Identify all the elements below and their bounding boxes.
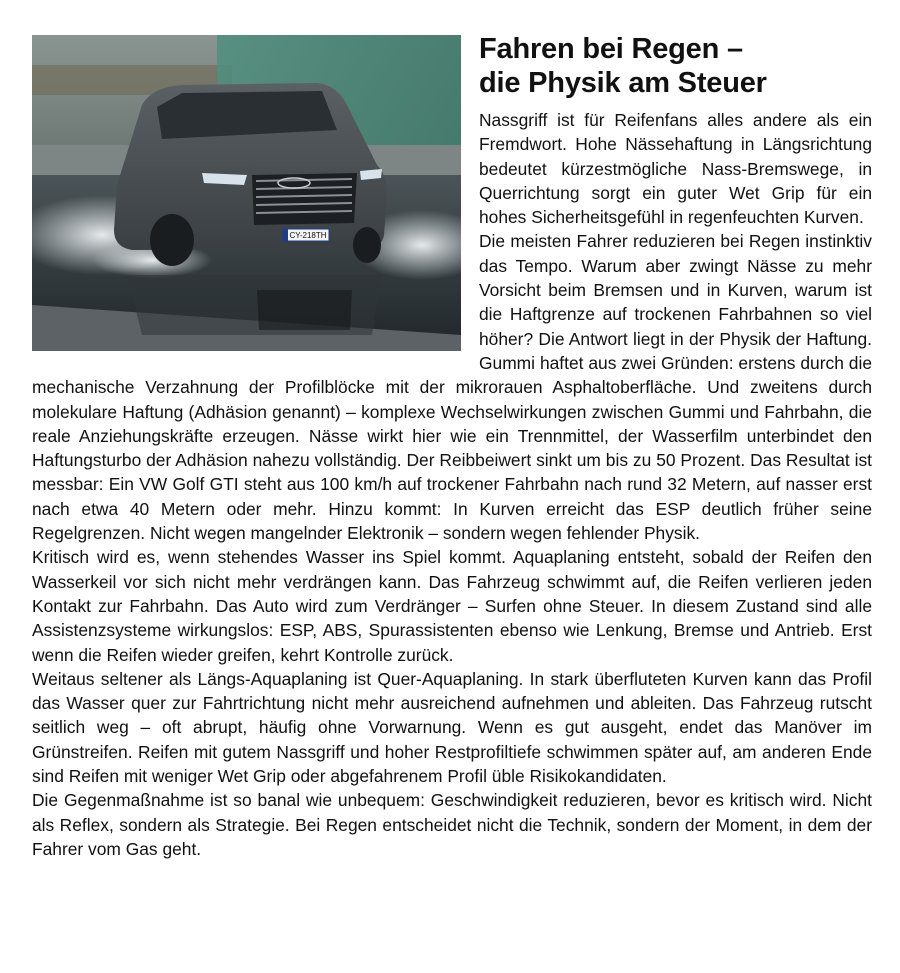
article-photo (32, 35, 461, 351)
article-title-line-1: Fahren bei Regen – (479, 33, 743, 65)
article (32, 32, 872, 861)
article-paragraph-2: Die meisten Fahrer reduzieren bei Regen instinktiv das Tempo. Warum aber zwingt Nässe zu mehr Vorsicht beim Bremsen und in Kurven, warum ist die Haftgrenze auf trockenen Fahrbahnen so viel höher? Die Antwort liegt in der Physik der Haftung. Gummi haftet aus zwei Gründen: erstens durch die mechanische Verzahnung der Profilblöcke mit der mikrorauen Asphaltoberfläche. Und zweitens durch molekulare Haftung (Adhäsion genannt) – komplexe Wechselwirkungen zwischen Gummi und Fahrbahn, die reale Anziehungskräfte erzeugen. Nässe wirkt hier wie ein Trennmittel, der Wasserfilm unterbindet den Haftungsturbo der Adhäsion nahezu vollständig. Der Reibbeiwert sinkt um bis zu 50 Prozent. Das Resultat ist messbar: Ein VW Golf GTI steht aus 100 km/h auf trockener Fahrbahn nach rund 32 Metern, auf nasser erst nach etwa 40 Metern oder mehr. Hinzu kommt: In Kurven erreicht das ESP deutlich früher seine Regelgrenzen. Nicht wegen mangelnder Elektronik – sondern wegen fehlender Physik. (32, 231, 872, 544)
article-paragraph-1: Nassgriff ist für Reifenfans alles andere als ein Fremdwort. Hohe Nässehaftung in Längsrichtung bedeutet kürzestmögliche Nass-Bremswege, in Querrichtung sorgt ein guter Wet Grip für ein hohes Sicherheitsgefühl in regenfeuchten Kurven. (479, 110, 872, 228)
article-paragraph-4: Weitaus seltener als Längs-Aquaplaning ist Quer-Aquaplaning. In stark überfluteten Kurven kann das Profil das Wasser quer zur Fahrtrichtung nicht mehr ausreichend aufnehmen und ableiten. Das Fahrzeug rutscht seitlich weg – oft abrupt, häufig ohne Vorwarnung. Wenn es gut ausgeht, endet das Manöver im Grünstreifen. Reifen mit gutem Nassgriff und hoher Restprofiltiefe schwimmen später auf, am anderen Ende sind Reifen mit weniger Wet Grip oder abgefahrenem Profil üble Risikokandidaten. (32, 668, 872, 787)
suv-splash-image (32, 35, 461, 351)
article-paragraph-5: Die Gegenmaßnahme ist so banal wie unbequem: Geschwindigkeit reduzieren, bevor es kritisch wird. Nicht als Reflex, sondern als Strategie. Bei Regen entscheidet nicht die Technik, sondern der Moment, in dem der Fahrer vom Gas geht. (32, 790, 872, 859)
article-paragraph-3: Kritisch wird es, wenn stehendes Wasser ins Spiel kommt. Aquaplaning entsteht, sobald der Reifen den Wasserkeil vor sich nicht mehr verdrängen kann. Das Fahrzeug schwimmt auf, die Reifen verlieren jeden Kontakt zur Fahrbahn. Das Auto wird zum Verdränger – Surfen ohne Steuer. In diesem Zustand sind alle Assistenzsysteme wirkungslos: ESP, ABS, Spurassistenten ebenso wie Lenkung, Bremse und Antrieb. Erst wenn die Reifen wieder greifen, kehrt Kontrolle zurück. (32, 547, 872, 665)
article-title-line-2: die Physik am Steuer (479, 67, 767, 99)
license-plate-text: CY-218TH (289, 231, 327, 240)
